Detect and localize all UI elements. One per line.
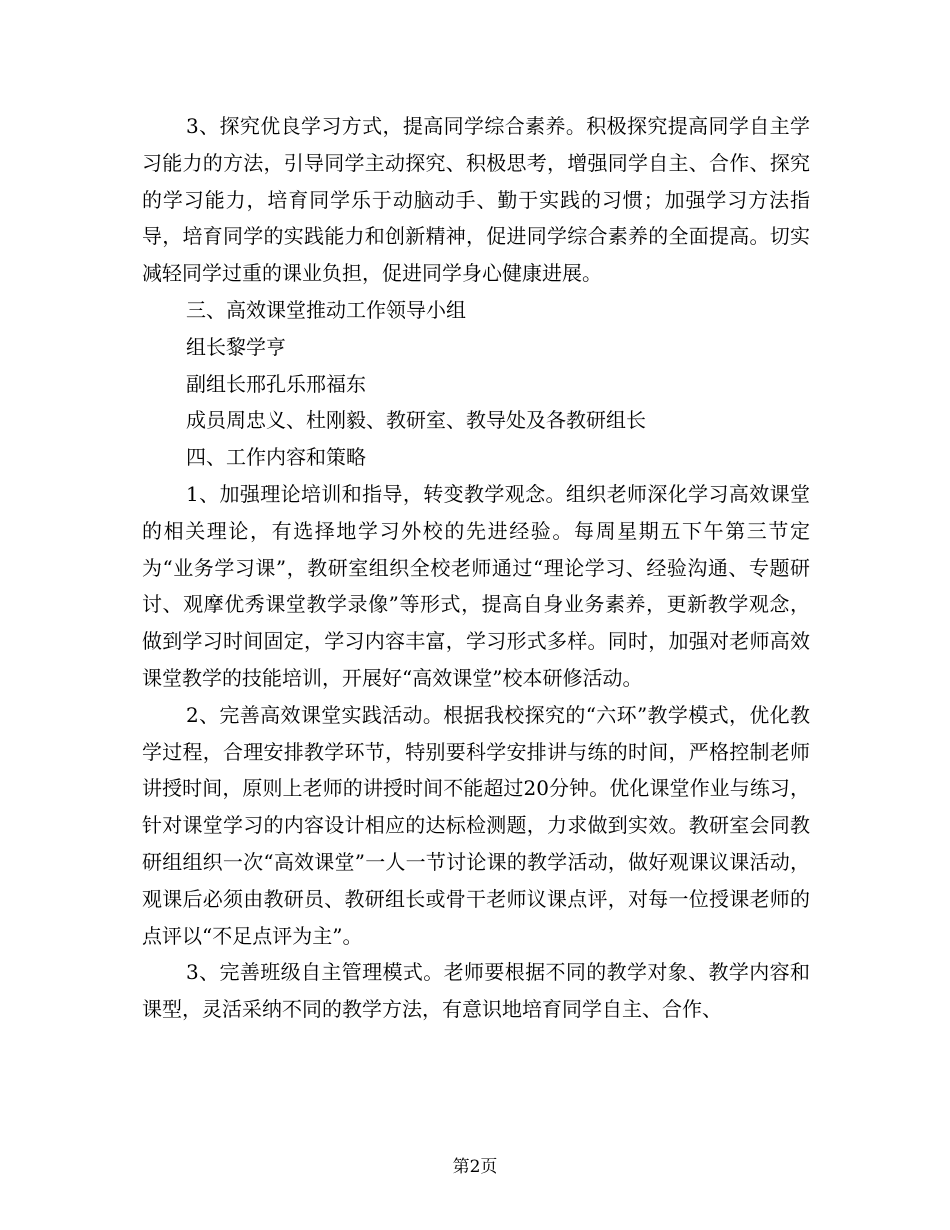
section-heading-work-content: 四、工作内容和策略 (186, 445, 366, 470)
vice-leader-line: 副组长邢孔乐邢福东 (186, 371, 366, 396)
paragraph-inquiry-learning: 3、探究优良学习方式，提高同学综合素养。积极探究提高同学自主学习能力的方法，引导同学主动探究、积极思考，增强同学自主、合作、探究的学习能力，培育同学乐于动脑动手、勤于实践的习惯；加强学习方法指导，培育同学的实践能力和创新精神，促进同学综合素养的全面提高。切实减轻同学过重的课业负担，促进同学身心健康进展。 (142, 114, 810, 286)
members-line: 成员周忠义、杜刚毅、教研室、教导处及各教研组长 (186, 408, 646, 433)
paragraph-theory-training: 1、加强理论培训和指导，转变教学观念。组织老师深化学习高效课堂的相关理论，有选择地学习外校的先进经验。每周星期五下午第三节定为“业务学习课”，教研室组织全校老师通过“理论学习、经验沟通、专题研讨、观摩优秀课堂教学录像”等形式，提高自身业务素养，更新教学观念，做到学习时间固定，学习内容丰富，学习形式多样。同时，加强对老师高效课堂教学的技能培训，开展好“高效课堂”校本研修活动。 (142, 481, 810, 690)
section-heading-leadership-group: 三、高效课堂推动工作领导小组 (186, 297, 466, 322)
paragraph-class-management: 3、完善班级自主管理模式。老师要根据不同的教学对象、教学内容和课型，灵活采纳不同的教学方法，有意识地培育同学自主、合作、 (142, 960, 810, 1022)
document-body (142, 108, 810, 1028)
leader-line: 组长黎学亨 (186, 334, 286, 359)
page-number: 第2页 (452, 1157, 498, 1177)
paragraph-classroom-practice: 2、完善高效课堂实践活动。根据我校探究的“六环”教学模式，优化教学过程，合理安排教学环节，特别要科学安排讲与练的时间，严格控制老师讲授时间，原则上老师的讲授时间不能超过20分钟。优化课堂作业与练习，针对课堂学习的内容设计相应的达标检测题，力求做到实效。教研室会同教研组组织一次“高效课堂”一人一节讨论课的教学活动，做好观课议课活动，观课后必须由教研员、教研组长或骨干老师议课点评，对每一位授课老师的点评以“不足点评为主”。 (142, 702, 810, 948)
